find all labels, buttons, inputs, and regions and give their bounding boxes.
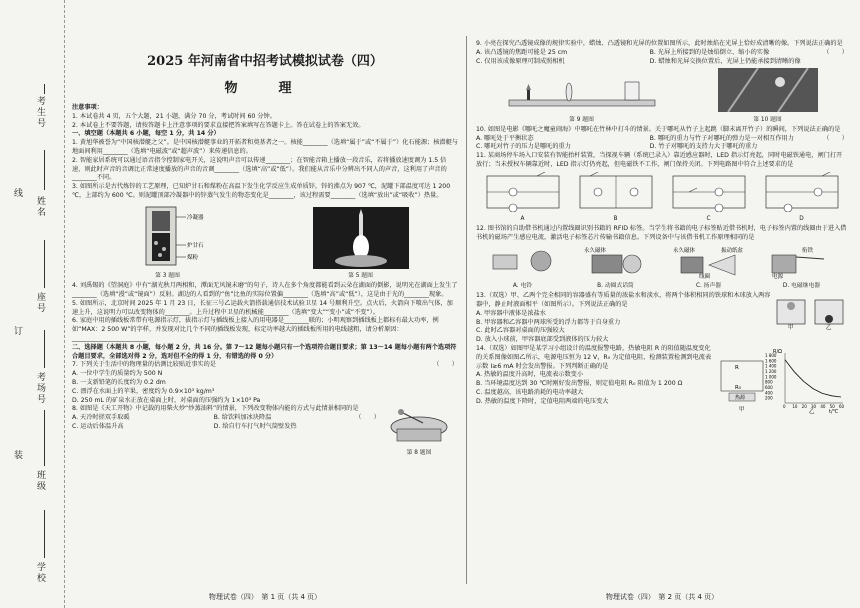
figure-5 xyxy=(313,207,409,280)
binding-strip xyxy=(0,0,65,608)
y-tick-label: 800 xyxy=(765,379,773,385)
question-13-text xyxy=(476,292,772,345)
label-container-a: 甲 xyxy=(788,325,794,331)
question-10: 10. 如图是电影《哪吒之魔童闹海》中哪吒在竹林中打斗的情景。关于哪吒从竹子上起跳（脚未离开竹子）的瞬间，下列说法正确的是 xyxy=(476,125,841,133)
x-tick-label: 60 xyxy=(839,404,845,410)
circuit-options-row xyxy=(476,172,848,223)
y-tick-label: 600 xyxy=(765,385,773,391)
label-magnet: 永久磁体 xyxy=(672,247,695,254)
figure-row-3-5 xyxy=(72,203,458,280)
binding-label-name: 姓名 xyxy=(35,196,45,218)
question-14-option: B. 当环境温度达到 30 ℃时刚好发出警报，则定值电阻 R₀ 阻值为 1 200 Ω xyxy=(476,380,683,388)
question-7-option: D. 250 mL 的矿泉水正放在桌面上时，对桌面的压强约为 1×10³ Pa xyxy=(72,396,261,404)
label-armature: 衔铁 xyxy=(801,247,813,254)
binding-line xyxy=(44,150,45,190)
optical-bench-figure xyxy=(507,78,657,112)
binding-line xyxy=(44,330,45,368)
label-power: 电源 xyxy=(771,273,783,279)
y-tick-label: 1 200 xyxy=(765,369,777,375)
device-label: D. 电磁继电器 xyxy=(782,283,821,290)
question-9-option: A. 该凸透镜的焦距可能是 25 cm xyxy=(476,48,568,56)
question-14-text xyxy=(476,345,716,418)
exam-subject: 物 理 xyxy=(224,81,306,96)
question-8-option: D. 给自行车打气时气筒壁发热 xyxy=(213,422,297,430)
binding-line xyxy=(44,240,45,288)
question-8-option: A. 天冷时搓双手取暖 xyxy=(72,414,130,422)
label-coil: 线圈 xyxy=(698,273,710,279)
question-11: 11. 某商场停车场入口安装有智能抬杆装置，当探视车辆（系统已录入）靠近感应器时，LED 指示灯亮起，同时电磁铁通电，闸门打开放行；当未授权车辆靠近时，LED 指示灯仍亮起，但电磁铁不工作，闸门保持关闭。下列电路图中符合上述要求的是 xyxy=(476,152,843,169)
thermistor-figure xyxy=(717,345,847,415)
question-5: 5. 如图所示，北京时间 2025 年 1 月 23 日，长征三号乙运载火箭搭载通信技术试验卫星 14 号顺利升空。点火后，火箭向下喷出气体，加速上升，这说明力可以改变物体的________。上升过程中卫星的机械能________（选填“变大”“变小”或“不变”）。 xyxy=(72,299,453,316)
question-7-option: B. 一支新铅笔的长度约为 0.2 dm xyxy=(72,378,166,386)
device-option xyxy=(762,245,842,290)
figure-9 xyxy=(507,78,657,123)
label-r0: R₀ xyxy=(735,385,742,392)
question-10-option: C. 哪吒对竹子的压力是哪吒的重力 xyxy=(476,143,571,151)
figure-10-caption: 第 10 题图 xyxy=(753,116,782,123)
binding-line xyxy=(44,510,45,558)
speaker-figure xyxy=(669,245,749,279)
question-8: 8. 如图是《天工开物》中记载的用柴火炒“炒蒸油料”的情景，下列改变物体内能的方式与此情景相同的是 xyxy=(72,405,359,413)
answer-bracket: （ ） xyxy=(823,134,848,142)
page-one xyxy=(66,0,464,608)
question-3: 3. 如图所示是古代炼锌的工艺原理，已知炉甘石和煤粉在高温下发生化学反应生成单质锌，锌的沸点为 907 ℃，泥罐下部温度可达 1 200 ℃，上部约为 600 ℃。则泥罐顶部冷凝器中的锌蒸气发生的物态变化是________，该过程需要________（选填“放出”或“吸收”）热量。 xyxy=(72,183,451,199)
page-two xyxy=(470,0,854,608)
binding-mark-bind: 订 xyxy=(14,327,24,337)
question-14-option: D. 热敏的温度下降时，定值电阻两端的电压变大 xyxy=(476,397,609,405)
binding-mark-line: 线 xyxy=(14,189,24,199)
y-tick-label: 1 000 xyxy=(765,374,777,380)
question-7: 7. 下列关于生活中的物理量的估测比较贴近事实的是 xyxy=(72,361,216,369)
question-13-option: A. 甲容器中液体是浓盐水 xyxy=(476,309,546,317)
x-tick-label: 40 xyxy=(820,404,826,410)
binding-line xyxy=(44,410,45,466)
label-cone: 振动纸盆 xyxy=(720,247,743,254)
microphone-figure xyxy=(576,245,656,279)
question-8-text xyxy=(72,405,380,456)
answer-bracket: （ ） xyxy=(823,48,848,56)
device-option xyxy=(483,245,563,290)
page-two-body xyxy=(470,40,854,418)
answer-bracket: （ ） xyxy=(433,361,458,369)
frying-oil-figure xyxy=(383,405,455,445)
device-label: C. 扬声器 xyxy=(695,283,722,290)
y-tick-label: 1 800 xyxy=(765,353,777,359)
x-tick-label: 30 xyxy=(811,404,817,410)
question-9-option: D. 蜡烛和光屏交换位置后，光屏上仍能承接到清晰的像 xyxy=(649,57,801,65)
exam-title: 2025 年河南省中招考试模拟试卷（四） xyxy=(147,54,383,69)
question-13-option: C. 此时乙容器对桌面的压强较大 xyxy=(476,327,565,335)
question-14-option: C. 温度越高，该电路消耗的电功率越大 xyxy=(476,389,584,397)
question-9-option: B. 光屏上所接到的是烛焰倒立、缩小的实像 xyxy=(649,48,770,56)
label-container-b: 乙 xyxy=(826,325,832,331)
circuit-label: A xyxy=(520,216,525,223)
device-label: B. 动圈式话筒 xyxy=(597,283,634,290)
device-option xyxy=(669,245,749,290)
label-coal: 煤粉 xyxy=(186,254,198,261)
binding-label-school: 学校 xyxy=(35,562,45,584)
electric-bell-figure xyxy=(483,245,563,279)
page-two-footer: 物理试卷（四） 第 2 页（共 4 页） xyxy=(605,593,719,601)
question-14-option: A. 热敏的温度升高时，电流表示数变小 xyxy=(476,371,584,379)
circuit-diagram xyxy=(576,172,656,212)
question-8-block xyxy=(72,405,458,456)
question-13-option: B. 甲容器和乙容器中两球所受的浮力都等于自身重力 xyxy=(476,318,621,326)
question-8-option: C. 运动后体温升高 xyxy=(72,422,124,430)
figure-13 xyxy=(772,292,848,345)
question-10-option: A. 哪吒处于平衡状态 xyxy=(476,134,534,142)
x-tick-label: 50 xyxy=(829,404,835,410)
question-10-option: B. 哪吒的重力与竹子对哪吒的弹力是一对相互作用力 xyxy=(649,134,794,142)
question-14-block xyxy=(476,345,848,418)
sublabel-a: 甲 xyxy=(739,407,745,414)
x-tick-label: 20 xyxy=(801,404,807,410)
figure-14 xyxy=(716,345,848,418)
containers-figure xyxy=(773,292,847,330)
question-8-option: B. 给饮料加冰块降温 xyxy=(213,414,272,422)
x-tick-label: 0 xyxy=(783,404,786,410)
circuit-option xyxy=(483,172,563,223)
y-tick-label: 200 xyxy=(765,395,773,401)
question-14: 14.（双选）如图甲是某学习小组设计的温度报警电路，热敏电阻 R 的阻值随温度变化的关系图像如图乙所示，电源电压恒为 12 V，R₀ 为定值电阻，检测装置检测到电流表示数 I≥6 mA 时会发出警报。下列判断正确的是 xyxy=(476,345,712,370)
binding-label-exam-no: 考生号 xyxy=(35,96,45,129)
question-9-options xyxy=(476,49,823,67)
question-12: 12. 图书馆的自助借书机通过内置线圈识别书籍的 RFID 标签。当学生将书籍的电子标签贴近借书机时，电子标签内置的线圈由于进入借书机的磁场产生感应电流，激活电子标签芯片传输书籍信息。下列设备中与该借书机工作原理相同的是 xyxy=(476,225,847,242)
relay-figure xyxy=(762,245,842,279)
y-tick-label: 1 600 xyxy=(765,358,777,364)
page-divider xyxy=(466,36,467,584)
circuit-option xyxy=(576,172,656,223)
label-r: R xyxy=(735,365,739,372)
circuit-diagram xyxy=(669,172,749,212)
section-two-heading: 二、选择题（本题共 8 小题，每小题 2 分，共 16 分。第 7～12 题每小题只有一个选项符合题目要求；第 13～14 题每小题有两个选项符合题目要求，全部选对得 2 分，选对但不全的得 1 分，有错选的得 0 分） xyxy=(72,343,457,360)
label-magnet: 永久磁体 xyxy=(583,247,606,254)
page-one-footer: 物理试卷（四） 第 1 页（共 4 页） xyxy=(208,593,322,601)
notes-item: 1. 本试卷共 4 页，五个大题，21 小题，满分 70 分，考试时间 60 分钟。 xyxy=(72,112,276,120)
circuit-label: B xyxy=(613,216,618,223)
binding-line xyxy=(44,84,45,94)
binding-mark-staple: 装 xyxy=(14,451,24,461)
figure-3 xyxy=(122,203,214,280)
y-tick-label: 400 xyxy=(765,390,773,396)
x-tick-label: 10 xyxy=(792,404,798,410)
figure-3-caption: 第 3 题图 xyxy=(155,272,180,279)
question-4: 4. 刘禹锡的《望洞庭》中有“湖光秋月两相和，潭面无风镜未磨”的句子，诗人在多个角度都能看到云朵在湖面的倒影，说明光在湖面上发生了________（选填“漫”或“镜面”）反射。湖边的人看到的“鱼”比鱼的实际位置偏________（选填“高”或“低”），这是由于光的________现象。 xyxy=(72,282,458,298)
nezha-bamboo-figure xyxy=(718,68,818,112)
question-7-option: A. 一位中学生的质量约为 500 N xyxy=(72,370,163,378)
circuit-option xyxy=(762,172,842,223)
question-10-option: D. 竹子对哪吒的支持力大于哪吒的重力 xyxy=(649,143,758,151)
thermistor-curve xyxy=(785,360,841,397)
label-condenser: 冷凝器 xyxy=(186,214,204,221)
page-one-body xyxy=(66,104,464,457)
circuit-label: D xyxy=(799,216,804,223)
question-2: 2. 智能家居系统可以通过语音指令控制家电开关，这说明声音可以传递________；在智能音箱上播放一段音乐，若将播放速度调为 1.5 倍速，则此时声音的音调比正常速度播放的声音的音调________（选填“高”或“低”）。我们能从音乐中分辨出不同人的声音，这利用了声音的________不同。 xyxy=(72,156,447,182)
question-7-option: C. 漂浮在水面上的苹果，密度约为 0.9×10³ kg/m³ xyxy=(72,387,215,395)
circuit-option xyxy=(669,172,749,223)
binding-label-seat: 座号 xyxy=(35,292,45,314)
question-9: 9. 小亮在探究凸透镜成像的规律实验中，蜡烛、凸透镜和光屏的位置如图所示，此时烛焰在光屏上恰好成清晰的像。下列说法正确的是 xyxy=(476,40,843,47)
figure-8 xyxy=(380,405,458,456)
graph-xlabel: t/℃ xyxy=(829,409,839,416)
device-options-row xyxy=(476,245,848,290)
question-13: 13.（双选）甲、乙两个完全相同的容器盛有等质量的浓盐水和淡水，将两个体积相同的铁球和木球放入两容器中，静止时液面相平（如图所示）。下列说法正确的是 xyxy=(476,292,771,309)
question-1: 1. 黄旭华被誉为“中国核潜艇之父”。是中国核潜艇事业的开拓者和奠基者之一。核能________（选填“属于”或“不属于”）化石能源；核潜艇与地面间利用________（选填“电磁波”或“超声波”）来传递信息的。 xyxy=(72,139,458,155)
circuit-diagram xyxy=(483,172,563,212)
question-8-options xyxy=(72,414,355,432)
notes-heading: 注意事项： xyxy=(72,104,103,111)
label-heat-source: 热源 xyxy=(735,395,746,402)
figure-9-caption: 第 9 题图 xyxy=(569,116,594,123)
question-13-block xyxy=(476,292,848,345)
circuit-diagram xyxy=(762,172,842,212)
figure-8-caption: 第 8 题图 xyxy=(406,449,432,456)
figure-10 xyxy=(718,68,818,123)
question-9-option: C. 仅用该成像原理可制成照相机 xyxy=(476,57,565,65)
sublabel-b: 乙 xyxy=(809,409,815,416)
y-tick-label: 1 400 xyxy=(765,363,777,369)
question-6: 6. 家庭中用的插线板常带有电源指示灯，拔指示灯与插线板上接入的用电器是________联的；小明观察到插线板上都标有最大功率，例如“MAX：2 500 W”的字样，并发现对比几个不同的插线板发现，标定功率越大的插线板所用的电线越粗，请分析原因：________________________ xyxy=(72,317,439,342)
circuit-label: C xyxy=(706,216,711,223)
section-one-heading: 一、填空题（本题共 6 小题，每空 1 分，共 14 分） xyxy=(72,130,220,138)
smelting-furnace-figure xyxy=(122,203,214,269)
label-ore: 炉甘石 xyxy=(186,242,204,249)
figure-row-9-10 xyxy=(476,68,848,123)
device-option xyxy=(576,245,656,290)
device-label: A. 电铃 xyxy=(512,283,533,290)
figure-5-caption: 第 5 题图 xyxy=(348,272,373,279)
question-13-option: D. 放入小球前，甲容器底部受到液体的压力较大 xyxy=(476,336,609,344)
notes-item: 2. 本试卷上不要答题，请按答题卡上注意事项的要求直接把答案填写在答题卡上。答在试卷上的答案无效。 xyxy=(72,121,365,129)
graph-ylabel: R/Ω xyxy=(773,349,782,356)
binding-label-class: 班级 xyxy=(35,470,45,492)
rocket-launch-figure xyxy=(313,207,409,269)
binding-label-room: 考场号 xyxy=(35,372,45,405)
answer-bracket: （ ） xyxy=(355,414,380,422)
question-10-options xyxy=(476,135,823,153)
